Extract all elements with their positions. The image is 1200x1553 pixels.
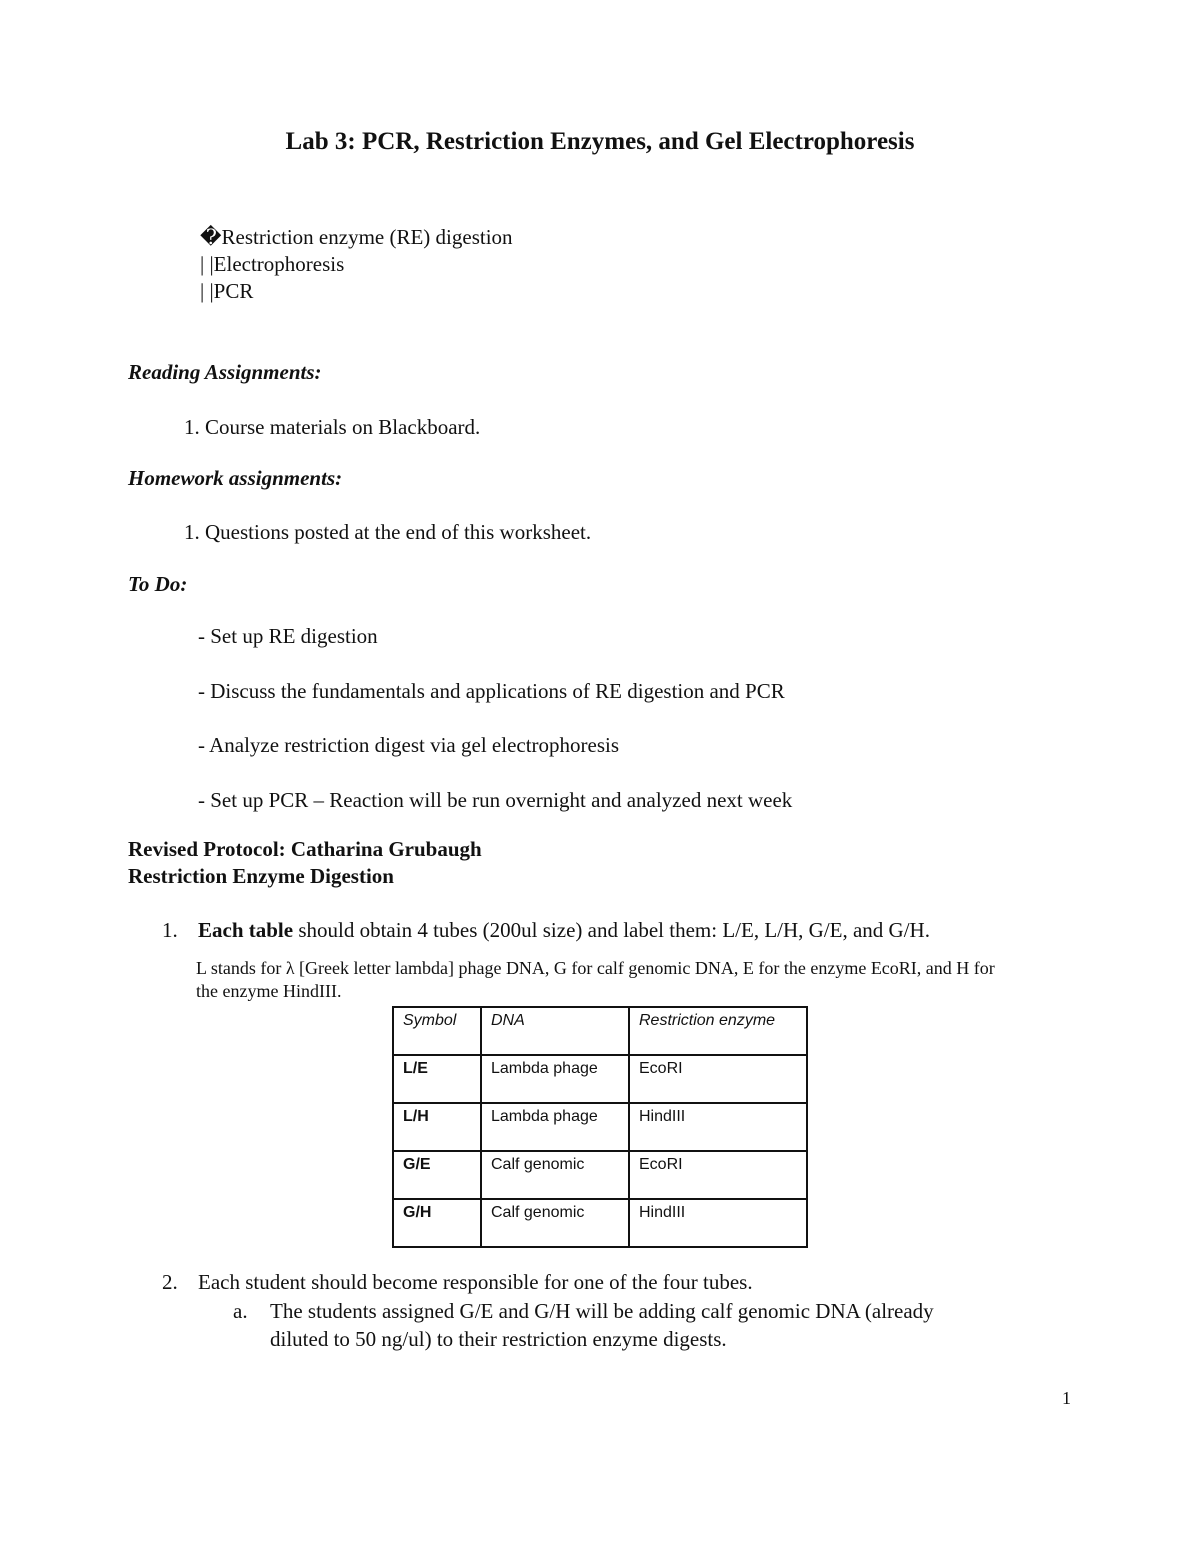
table-row	[393, 1151, 807, 1199]
table-cell: L/H	[393, 1103, 481, 1151]
table-cell: HindIII	[629, 1199, 807, 1247]
reading-heading: Reading Assignments:	[128, 360, 322, 384]
table-cell: Calf genomic	[481, 1151, 629, 1199]
todo-item: - Analyze restriction digest via gel electrophoresis	[198, 733, 620, 757]
step-2a-text: The students assigned G/E and G/H will be adding calf genomic DNA (already	[270, 1299, 934, 1323]
step-number: 1.	[162, 918, 178, 942]
topic-item: �Restriction enzyme (RE) digestion	[200, 225, 513, 249]
table-cell: HindIII	[629, 1103, 807, 1151]
step-1-text	[198, 918, 930, 943]
table-cell: Lambda phage	[481, 1055, 629, 1103]
revised-protocol-heading: Revised Protocol: Catharina Grubaugh	[128, 837, 482, 861]
step-1-bold: Each table	[198, 918, 294, 942]
table-cell: EcoRI	[629, 1055, 807, 1103]
step-2a-label: a.	[233, 1299, 248, 1323]
table-cell: Calf genomic	[481, 1199, 629, 1247]
table-cell: Lambda phage	[481, 1103, 629, 1151]
step-1-rest: should obtain 4 tubes (200ul size) and label them: L/E, L/H, G/E, and G/H.	[293, 918, 930, 942]
todo-item: - Set up PCR – Reaction will be run overnight and analyzed next week	[198, 788, 793, 812]
table-header: Symbol	[393, 1007, 481, 1055]
section-heading: Restriction Enzyme Digestion	[128, 864, 394, 888]
table-header-row	[393, 1007, 807, 1055]
step-number: 2.	[162, 1270, 178, 1294]
todo-item: - Set up RE digestion	[198, 624, 378, 648]
table-header: Restriction enzyme	[629, 1007, 807, 1055]
topic-item: | |PCR	[200, 279, 254, 303]
table-cell: G/H	[393, 1199, 481, 1247]
page-title: Lab 3: PCR, Restriction Enzymes, and Gel Electrophoresis	[285, 128, 915, 155]
table-cell: EcoRI	[629, 1151, 807, 1199]
table-row	[393, 1055, 807, 1103]
restriction-table	[392, 1006, 808, 1248]
page-number: 1	[1062, 1388, 1071, 1408]
homework-heading: Homework assignments:	[128, 466, 343, 490]
reading-item: 1. Course materials on Blackboard.	[184, 415, 481, 439]
table-row	[393, 1103, 807, 1151]
todo-heading: To Do:	[128, 572, 188, 596]
step-1-note: L stands for λ [Greek letter lambda] phage DNA, G for calf genomic DNA, E for the enzyme EcoRI, and H for	[196, 958, 995, 978]
table-cell: L/E	[393, 1055, 481, 1103]
step-2-text: Each student should become responsible for one of the four tubes.	[198, 1270, 753, 1294]
table-row	[393, 1199, 807, 1247]
step-2a-text: diluted to 50 ng/ul) to their restriction enzyme digests.	[270, 1327, 727, 1351]
todo-item: - Discuss the fundamentals and applications of RE digestion and PCR	[198, 679, 785, 703]
table-header: DNA	[481, 1007, 629, 1055]
homework-item: 1. Questions posted at the end of this worksheet.	[184, 520, 592, 544]
step-1-note: the enzyme HindIII.	[196, 981, 342, 1001]
topic-item: | |Electrophoresis	[200, 252, 345, 276]
table-cell: G/E	[393, 1151, 481, 1199]
